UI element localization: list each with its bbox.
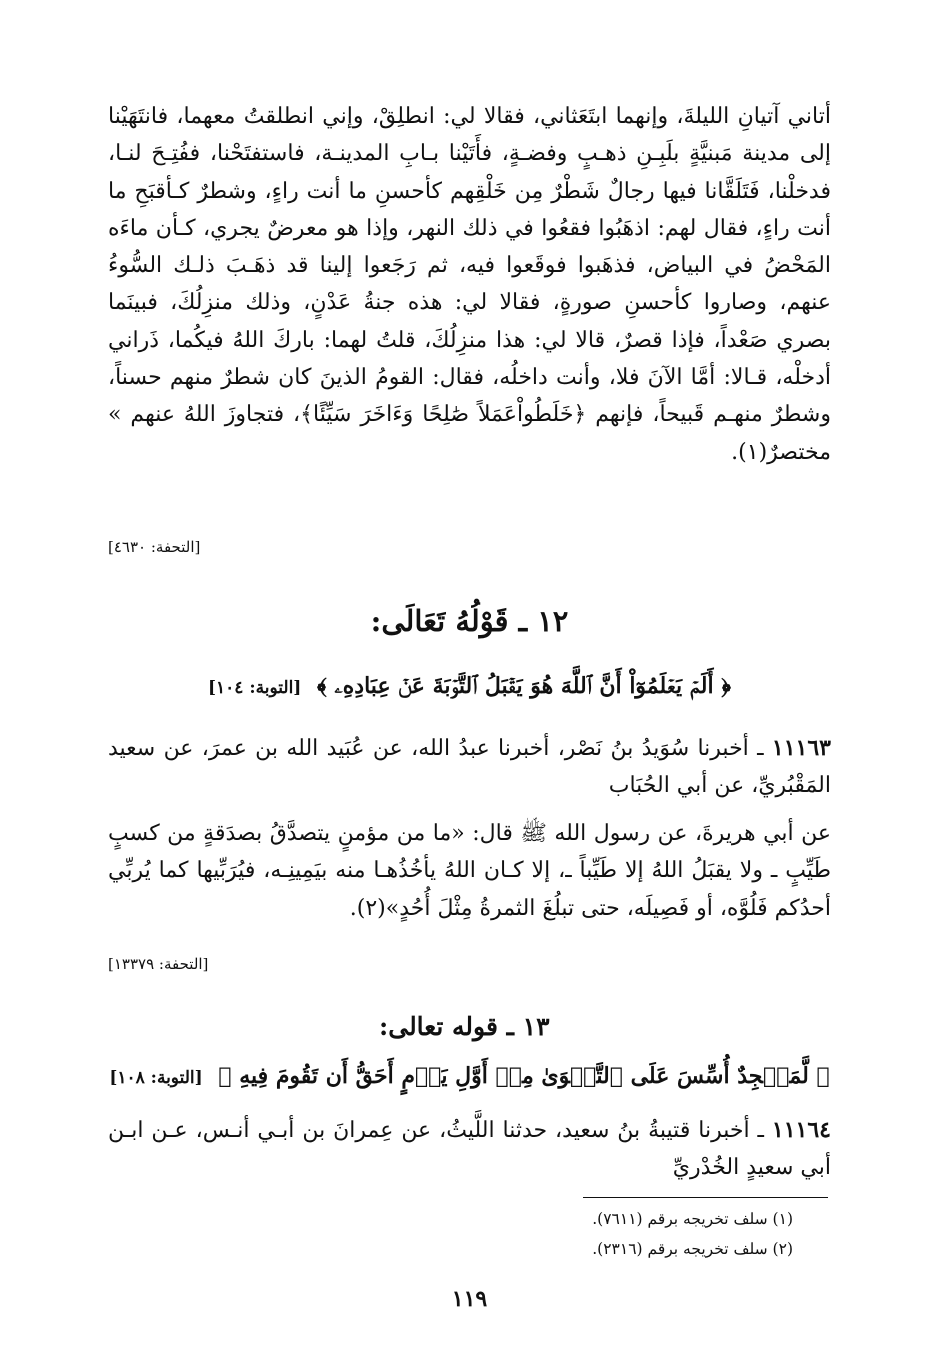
hadith-11164-chain: ـ أخبرنا قتيبةُ بنُ سعيد، حدثنا اللَّيثُ، عن عِمرانَ بن أبـي أنـس، عـن ابـن أبي سعيدٍ الخُدْريِّ [108, 1118, 831, 1181]
tuhfa-reference-13379: [التحفة: ١٣٣٧٩] [108, 955, 209, 973]
section-13-heading: ١٣ ـ قوله تعالى: [379, 1012, 550, 1041]
page-number: ١١٩ [451, 1286, 488, 1312]
hadith-11163-isnad [108, 730, 831, 805]
hadith-11164-number: ١١١٦٤ [771, 1117, 831, 1143]
continued-hadith-text: أتاني آتيانِ الليلةَ، وإنهما ابتَعَثاني، فقالا لي: انطلِقْ، وإني انطلقتُ معهما، فانتَهَيْنا إلى مدينة مَبنيَّةٍ بلَبِـنِ ذهـبٍ وفضـةٍ، فأَتَيْنا بـابِ المدينـة، فاستفتَحْنا، ففُتِـحَ لنـا، فدخلْنا، فَتَلَقَّانا فيها رجالٌ شَطْرٌ مِن خَلْقِهم كأحسنِ ما أنت راءٍ، وشطرٌ كـأقبَحِ ما أنت راءٍ، فقال لهم: اذهَبُوا فقعُوا في ذلك النهر، وإذا هو معرضٌ يجري، كـأن ماءَه المَحْضُ في البياض، فذهَبوا فوقَعوا فيه، ثم رَجَعوا إلينا قد ذهَـبَ ذلـك السُّوءُ عنهم، وصاروا كأحسنِ صورةٍ، فقالا لي: هذه جنةُ عَدْنٍ، وذلك منزِلُكَ، فبينَما بصري صَعْداً، فإذا قصرٌ، قالا لي: هذا منزِلُكَ، قلتُ لهما: باركَ اللهُ فيكُما، ذَراني أدخلْه، قـالا: أمَّا الآنَ فلا، وأنت داخلُه، فقال: القومُ الذينَ كان شطرٌ منهم حسناً، وشطرٌ منهـم قَبيحاً، فإنهم ﴿خَلَطُواْعَمَلاً صَٰلِحًا وَءَاخَرَ سَيِّئًا﴾، فتجاوزَ اللهُ عنهم » مختصرٌ(١). [108, 104, 831, 465]
section-12-ayah-line [108, 673, 831, 699]
footnote-2: (٢) سلف تخريجه برقم (٢٣١٦). [592, 1240, 793, 1258]
section-13-surah-reference: [التوبة: ١٠٨] [109, 1068, 203, 1088]
hadith-11163-chain: ـ أخبرنا سُوَيدُ بنُ نَصْر، أخبرنا عبدُ الله، عن عُبَيد الله بن عمرَ، عن سعيد المَقْبُريِّ، عن أبي الحُبَاب [108, 736, 831, 799]
section-12-surah-reference: [التوبة: ١٠٤] [207, 678, 302, 698]
footnote-1: (١) سلف تخريجه برقم (٧٦١١). [592, 1210, 793, 1228]
section-13-ayah: ﴿ لَّمَسۡجِدٌ أُسِّسَ عَلَى ٱلتَّقۡوَىٰ مِنۡ أَوَّلِ يَوۡمٍ أَحَقُّ أَن تَقُومَ فِيهِ ﴾ [218, 1063, 830, 1089]
section-12-heading: ١٢ ـ قَوْلُهُ تَعَالَى: [370, 604, 569, 638]
hadith-11164-isnad [108, 1112, 831, 1187]
hadith-11163-number: ١١١٦٣ [771, 735, 831, 761]
tuhfa-reference-4630: [التحفة: ٤٦٣٠] [108, 538, 201, 556]
footnote-separator [583, 1197, 828, 1198]
hadith-11163-matn: عن أبي هريرةَ، عن رسول الله ﷺ قال: «ما من مؤمنٍ يتصدَّقُ بصدَقةٍ من كسبٍ طَيِّبٍ ـ ولا يقبَلُ اللهُ إلا طَيِّباً ـ، إلا كـان اللهُ يأخُذُهـا منه بيَمِينِـه، فيُرَبِّيها كما يُربِّي أحدُكم فَلُوَّه، أو فَصِيلَه، حتى تبلُغَ الثمرةُ مِثْلَ أُحُدٍ»(٢). [108, 821, 831, 921]
section-13-ayah-line [108, 1063, 831, 1089]
section-12-ayah: ﴿ أَلَمۡ يَعۡلَمُوٓاْ أَنَّ ٱللَّهَ هُوَ يَقۡبَلُ ٱلتَّوۡبَةَ عَنۡ عِبَادِهِۦ ﴾ [317, 673, 731, 699]
